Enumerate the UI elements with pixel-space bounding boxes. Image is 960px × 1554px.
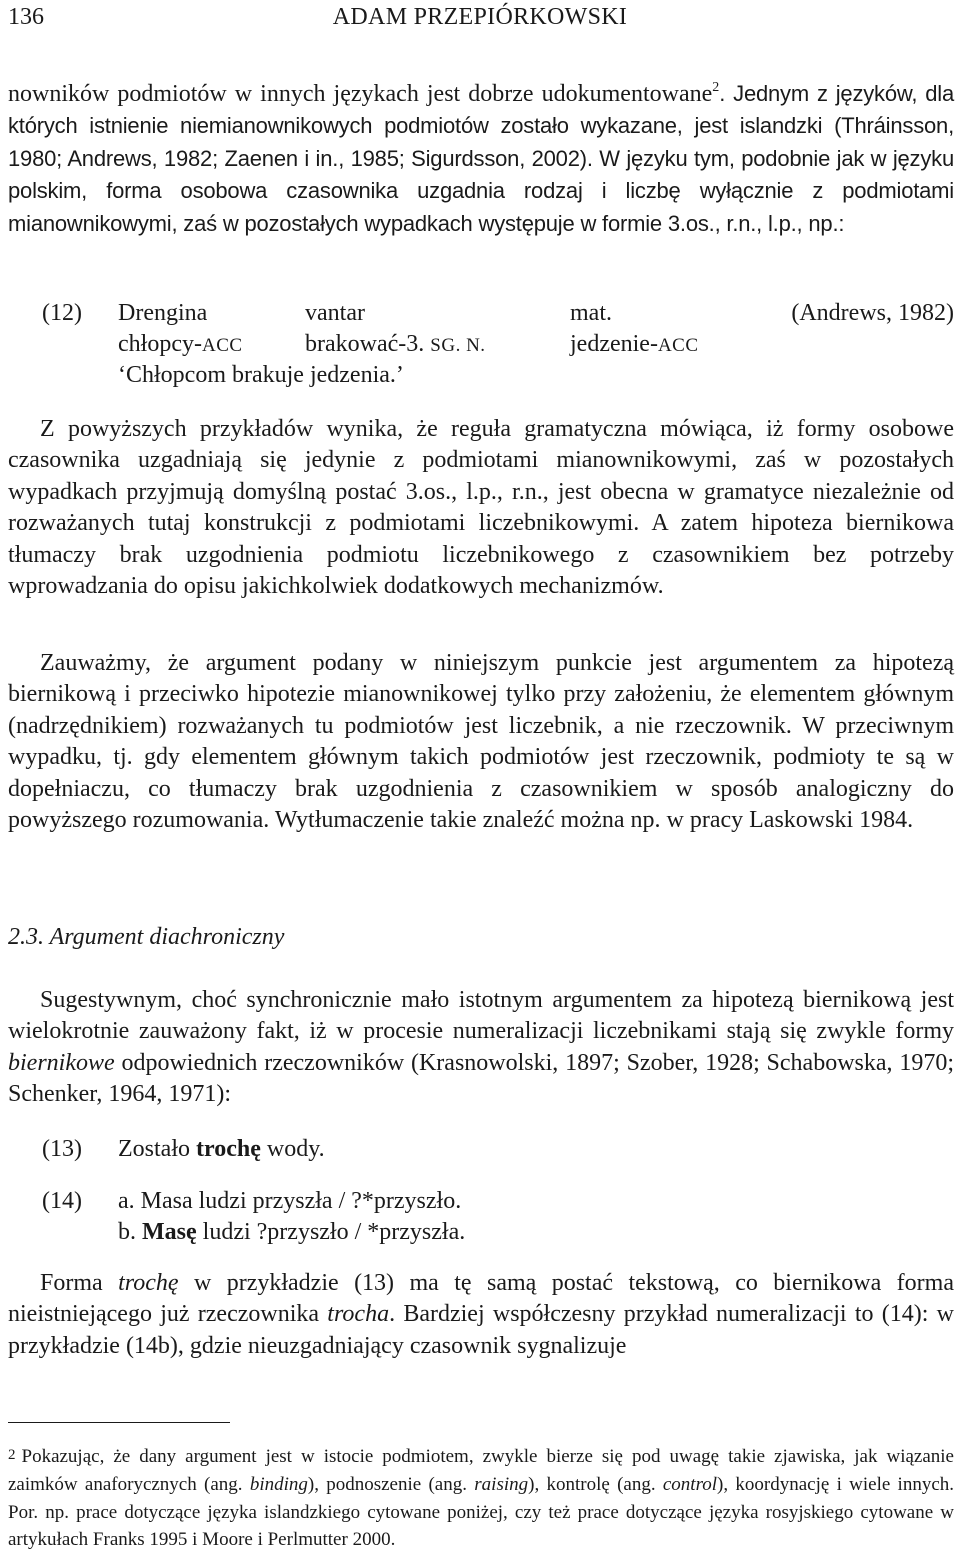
example-14b: b. Masę ludzi ?przyszło / *przyszła. [118, 1219, 466, 1245]
paragraph-3: Zauważmy, że argument podany w niniejszym punkcie jest argumentem za hipotezą biernikową i przeciwko hipotezie mianownikowej tylko przy założeniu, że elementem głównym (nadrzędnikiem) rozważanych tu podmiotów jest liczebnik, a nie rzeczownik. W przeciwnym wypadku, tj. gdy elementem głównym takich podmiotów jest rzeczownik, podmioty te są w dopełniaczu, co tłumaczy brak uzgodnienia z czasownikiem w sposób analogiczny do powyższego rozumowania. Wytłumaczenie takie znaleźć można np. w pracy Laskowski 1984. [8, 650, 954, 834]
paragraph-2: Z powyższych przykładów wynika, że reguła gramatyczna mówiąca, iż formy osobowe czasownika uzgadniają się jedynie z podmiotami mianownikowymi, zaś w pozostałych wypadkach przyjmują domyślną postać 3.os., l.p., r.n., jest obecna w gramatyce niezależnie od rozważanych tutaj konstrukcji z podmiotami liczebnikowymi. A zatem hipoteza biernikowa tłumaczy brak uzgodnienia podmiotu liczebnikowego z czasownikiem bez potrzeby wprowadzania do opisu jakichkolwiek dodatkowych mechanizmów. [8, 416, 954, 600]
footnote-divider [8, 1422, 230, 1423]
example-12-word-1: Drengina [118, 300, 208, 326]
example-12-number: (12) [42, 300, 82, 326]
page-number: 136 [8, 4, 44, 30]
example-12 [42, 298, 954, 391]
example-12-gloss-line [42, 329, 954, 360]
example-12-source-line [42, 298, 954, 329]
italic-term-biernikowe: biernikowe [8, 1049, 115, 1076]
example-12-gloss-3: jedzenie-ACC [570, 331, 699, 357]
paragraph-1-text-b: . Jednym z języków, dla których istnienie niemianownikowych podmiotów zostało wykazane, jest islandzki (Thráinsson, 1980; Andrews, 1982; Zaenen i in., 1985; Sigurdsson, 2002). W języku tym, podobnie jak w języku polskim, forma osobowa czasownika uzgadnia rodzaj i liczbę wyłącznie z podmiotami mianownikowymi, zaś w pozostałych wypadkach występuje w formie 3.os., r.n., l.p., np.: [8, 81, 954, 236]
example-12-translation-line [42, 360, 954, 391]
footnote-2: 2 Pokazując, że dany argument jest w istocie podmiotem, zwykle bierze się pod uwagę takie zjawiska, jak wiązanie zaimków anaforycznych (ang. binding), podnoszenie (ang. raising), kontrolę (ang. control), koordynację i wiele innych. Por. np. prace dotyczące języka islandzkiego cytowane poniżej, czy też prace dotyczące języka rosyjskiego cytowane w artykułach Franks 1995 i Moore i Perlmutter 2000. [8, 1446, 955, 1551]
bold-trochę: trochę [196, 1136, 261, 1162]
example-12-gloss-1: chłopcy-ACC [118, 331, 243, 357]
example-14-number: (14) [42, 1188, 82, 1214]
example-12-translation: ‘Chłopcom brakuje jedzenia.’ [118, 362, 404, 388]
example-12-word-3: mat. [570, 300, 612, 326]
example-14 [42, 1186, 742, 1248]
example-12-word-2: vantar [305, 300, 365, 326]
example-13 [42, 1134, 742, 1165]
italic-term-trochę: trochę [118, 1270, 179, 1296]
example-13-text: Zostało trochę wody. [118, 1136, 325, 1162]
page-header [8, 4, 952, 38]
bold-masę: Masę [142, 1219, 197, 1245]
example-14a: a. Masa ludzi przyszła / ?*przyszło. [118, 1188, 462, 1214]
running-title: ADAM PRZEPIÓRKOWSKI [332, 4, 628, 30]
example-13-number: (13) [42, 1136, 82, 1162]
paragraph-5: Forma trochę w przykładzie (13) ma tę samą postać tekstową, co biernikowa forma nieistniejącego już rzeczownika trocha. Bardziej współczesny przykład numeralizacji to (14): w przykładzie (14b), gdzie nieuzgadniający czasownik sygnalizuje [8, 1270, 955, 1359]
paragraph-1-text-a: nowników podmiotów w innych językach jest dobrze udokumentowane [8, 81, 713, 107]
example-12-citation: (Andrews, 1982) [791, 300, 954, 326]
example-12-gloss-2: brakować-3. SG. N. [305, 331, 486, 357]
section-heading: 2.3. Argument diachroniczny [8, 924, 285, 950]
footnote-number: 2 [8, 1447, 16, 1463]
footnote-ref: 2 [712, 80, 720, 95]
paragraph-1 [8, 78, 954, 240]
italic-term-trocha: trocha [327, 1301, 390, 1328]
paragraph-4: Sugestywnym, choć synchronicznie mało istotnym argumentem za hipotezą biernikową jest wielokrotnie zauważony fakt, iż w procesie numeralizacji liczebnikami stają się zwykle formy biernikowe odpowiednich rzeczowników (Krasnowolski, 1897; Szober, 1928; Schabowska, 1970; Schenker, 1964, 1971): [8, 987, 954, 1108]
